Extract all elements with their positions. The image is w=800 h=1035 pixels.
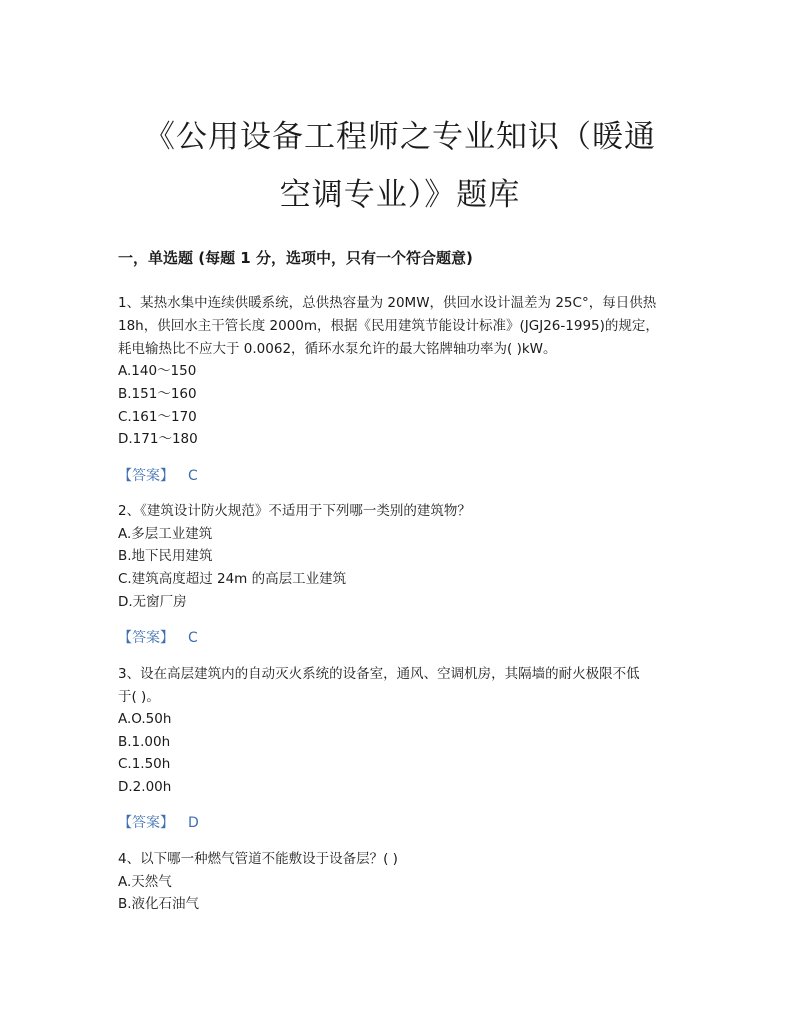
answer-label: 【答案】 [118,468,174,484]
section-heading: 一，单选题 (每题 1 分，选项中，只有一个符合题意) [118,249,473,267]
question-1-option-c: C.161～170 [118,409,197,425]
question-4-option-b: B.液化石油气 [118,896,200,912]
question-4-stem-line-1: 4、以下哪一种燃气管道不能敷设于设备层？( ) [118,851,398,867]
question-2-option-a: A.多层工业建筑 [118,526,213,542]
question-2-option-c: C.建筑高度超过 24m 的高层工业建筑 [118,571,347,587]
question-1-option-a: A.140～150 [118,363,197,379]
answer-value: C [188,468,198,484]
question-2-option-b: B.地下民用建筑 [118,548,213,564]
answer-value: D [188,815,199,831]
question-1-option-d: D.171～180 [118,431,198,447]
question-3-option-d: D.2.00h [118,779,172,795]
question-1-stem-line-1: 1、某热水集中连续供暖系统，总供热容量为 20MW，供回水设计温差为 25C°，每日供热 [118,295,657,311]
answer-label: 【答案】 [118,815,174,831]
question-3-answer [118,813,199,833]
title-line-1: 《公用设备工程师之专业知识（暖通 [144,119,656,155]
question-2-option-d: D.无窗厂房 [118,594,187,610]
question-4-option-a: A.天然气 [118,874,172,890]
answer-label: 【答案】 [118,630,174,646]
question-1-answer [118,466,198,486]
question-3-option-c: C.1.50h [118,756,171,772]
question-2-stem-line-1: 2、《建筑设计防火规范》不适用于下列哪一类别的建筑物？ [118,503,471,519]
document-title [100,108,700,224]
question-1-stem-line-3: 耗电输热比不应大于 0.0062，循环水泵允许的最大铭牌轴功率为( )kW。 [118,341,557,357]
question-3-stem-line-2: 于( )。 [118,689,160,705]
title-line-2: 空调专业）》题库 [279,177,521,213]
question-1-stem-line-2: 18h，供回水主干管长度 2000m，根据《民用建筑节能设计标准》(JGJ26-1995)的规定， [118,318,659,334]
question-3-stem-line-1: 3、设在高层建筑内的自动灭火系统的设备室，通风、空调机房，其隔墙的耐火极限不低 [118,666,640,682]
question-1-option-b: B.151～160 [118,386,197,402]
question-2-answer [118,628,198,648]
answer-value: C [188,630,198,646]
question-3-option-b: B.1.00h [118,734,171,750]
question-3-option-a: A.O.50h [118,711,172,727]
